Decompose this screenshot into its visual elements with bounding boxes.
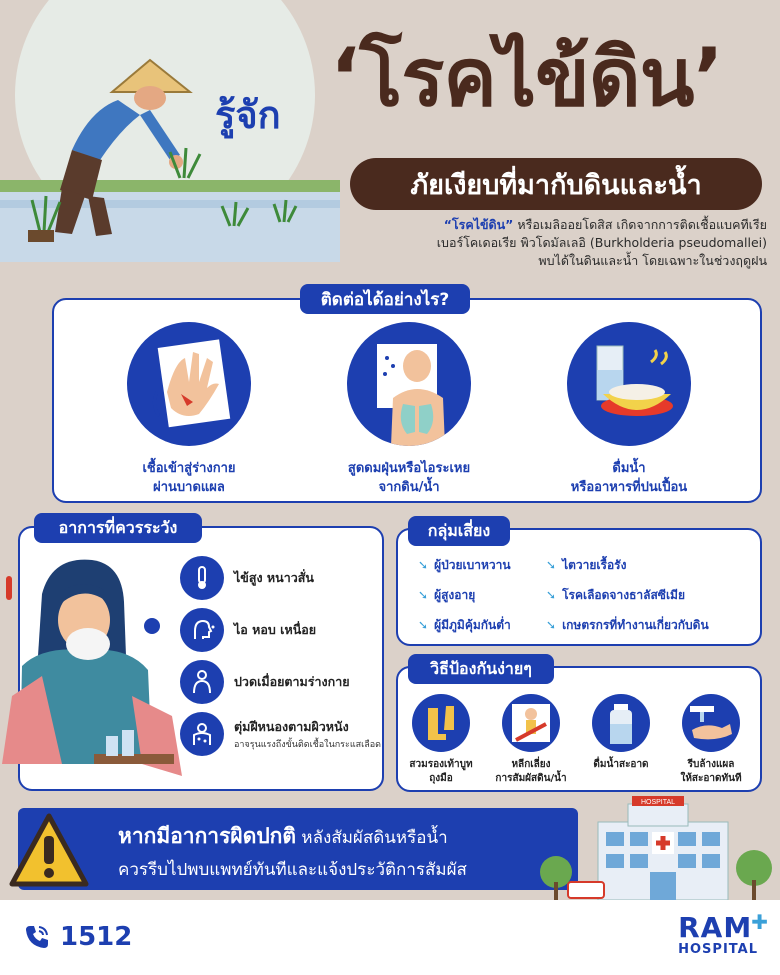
- risk-item: ➘ ผู้มีภูมิคุ้มกันต่ำ: [418, 618, 511, 632]
- transmission-item-inhale: [309, 322, 509, 498]
- symptom-item-fever: [180, 556, 314, 600]
- intro-paragraph: [362, 216, 767, 270]
- lungs-icon: [347, 322, 471, 446]
- transmission-item-wound: [89, 322, 289, 498]
- transmission-caption-line2: หรืออาหารที่ปนเปื้อน: [570, 479, 688, 495]
- warning-line1: [118, 820, 448, 853]
- wash-wound-icon: [682, 694, 740, 752]
- transmission-item-ingest: [529, 322, 729, 498]
- symptom-item-body-ache: [180, 660, 350, 704]
- symptom-subtext: อาจรุนแรงถึงขั้นติดเชื้อในกระแสเลือด: [234, 740, 381, 750]
- avoid-soil-icon: [502, 694, 560, 752]
- symptom-text: ปวดเมื่อยตามร่างกาย: [234, 674, 350, 689]
- prevention-caption-line1: ดื่มน้ำสะอาด: [593, 759, 649, 770]
- hospital-building-illustration: [528, 792, 780, 900]
- symptom-text: ไข้สูง หนาวสั่น: [234, 570, 314, 585]
- arrow-icon: ➘: [418, 558, 429, 572]
- hotline-number: 1512: [60, 922, 133, 952]
- cough-icon: [180, 608, 224, 652]
- prevention-panel: [396, 666, 762, 792]
- warning-line2: ควรรีบไปพบแพทย์ทันทีและแจ้งประวัติการสัมผัส: [118, 860, 467, 880]
- prevention-caption-line1: หลีกเลี่ยง: [511, 759, 551, 770]
- farmer-rice-field-illustration: [0, 0, 340, 262]
- symptom-text: ตุ่มฝีหนองตามผิวหนัง: [234, 719, 349, 734]
- wounded-hand-icon: [127, 322, 251, 446]
- plus-icon: ✚: [751, 910, 768, 934]
- arrow-icon: ➘: [546, 618, 557, 632]
- intro-line1: หรือเมลิออยโดสิส เกิดจากการติดเชื้อแบคทีเรีย: [513, 217, 767, 232]
- prevention-item-boots: [396, 694, 486, 786]
- warning-banner: [18, 808, 578, 890]
- boots-gloves-icon: [412, 694, 470, 752]
- intro-line2: เบอร์โคเดอเรีย พิวโดมัลเลอิ (Burkholderia pseudomallei): [436, 235, 767, 251]
- prevention-item-avoid: [486, 694, 576, 786]
- clean-water-icon: [592, 694, 650, 752]
- title-prefix: รู้จัก: [215, 93, 281, 137]
- risk-item: ➘ ผู้สูงอายุ: [418, 588, 476, 602]
- footer: [0, 900, 780, 975]
- transmission-caption-line1: เชื้อเข้าสู่ร่างกาย: [142, 461, 236, 476]
- subtitle-banner: [350, 158, 762, 210]
- symptoms-heading: อาการที่ควรระวัง: [34, 513, 202, 543]
- risk-item: ➘ เกษตรกรที่ทำงานเกี่ยวกับดิน: [546, 618, 709, 632]
- transmission-caption-line1: สูดดมฝุ่นหรือไอระเหย: [347, 461, 471, 476]
- risk-item: ➘ โรคเลือดจางธาลัสซีเมีย: [546, 588, 685, 602]
- risk-item: ➘ ไตวายเรื้อรัง: [546, 558, 627, 572]
- ram-hospital-logo: [678, 910, 768, 958]
- logo-main-text: RAM: [678, 911, 753, 944]
- prevention-heading: วิธีป้องกันง่ายๆ: [408, 654, 554, 684]
- arrow-icon: ➘: [546, 558, 557, 572]
- symptom-item-cough: [180, 608, 316, 652]
- food-water-icon: [567, 322, 691, 446]
- risk-item: ➘ ผู้ป่วยเบาหวาน: [418, 558, 511, 572]
- symptom-item-abscess: [180, 712, 381, 756]
- phone-icon: [22, 922, 52, 952]
- intro-line3: พบได้ในดินและน้ำ โดยเฉพาะในช่วงฤดูฝน: [538, 253, 767, 269]
- prevention-item-water: [576, 694, 666, 772]
- hospital-sign-text: HOSPITAL: [640, 799, 676, 806]
- hotline[interactable]: [22, 922, 132, 952]
- sick-woman-illustration: [2, 546, 192, 794]
- transmission-caption-line1: ดื่มน้ำ: [612, 461, 646, 476]
- prevention-caption-line1: สวมรองเท้าบูท: [409, 759, 473, 770]
- prevention-caption-line1: รีบล้างแผล: [687, 759, 735, 770]
- warning-bold: หากมีอาการผิดปกติ: [118, 824, 297, 848]
- warning-rest: หลังสัมผัสดินหรือน้ำ: [296, 828, 448, 848]
- arrow-icon: ➘: [418, 618, 429, 632]
- warning-triangle-icon: [8, 812, 90, 890]
- transmission-heading: ติดต่อได้อย่างไร?: [300, 284, 470, 314]
- prevention-caption-line2: ให้สะอาดทันที: [680, 773, 742, 784]
- prevention-caption-line2: ถุงมือ: [429, 773, 453, 784]
- prevention-caption-line2: การสัมผัสดิน/น้ำ: [495, 773, 567, 784]
- page-title: ‘โรคไข้ดิน’: [330, 31, 723, 124]
- skin-abscess-icon: [180, 712, 224, 756]
- intro-term: “โรคไข้ดิน”: [443, 217, 514, 232]
- risk-groups-heading: กลุ่มเสี่ยง: [408, 516, 510, 546]
- symptoms-panel: [18, 526, 384, 791]
- arrow-icon: ➘: [546, 588, 557, 602]
- thermometer-icon: [180, 556, 224, 600]
- subtitle-text: ภัยเงียบที่มากับดินและน้ำ: [410, 169, 702, 201]
- body-ache-icon: [180, 660, 224, 704]
- prevention-item-wash: [666, 694, 756, 786]
- logo-sub-text: HOSPITAL: [678, 942, 758, 957]
- transmission-panel: [52, 298, 762, 503]
- symptom-text: ไอ หอบ เหนื่อย: [234, 622, 317, 637]
- arrow-icon: ➘: [418, 588, 429, 602]
- transmission-caption-line2: จากดิน/น้ำ: [378, 479, 440, 495]
- transmission-caption-line2: ผ่านบาดแผล: [153, 479, 225, 495]
